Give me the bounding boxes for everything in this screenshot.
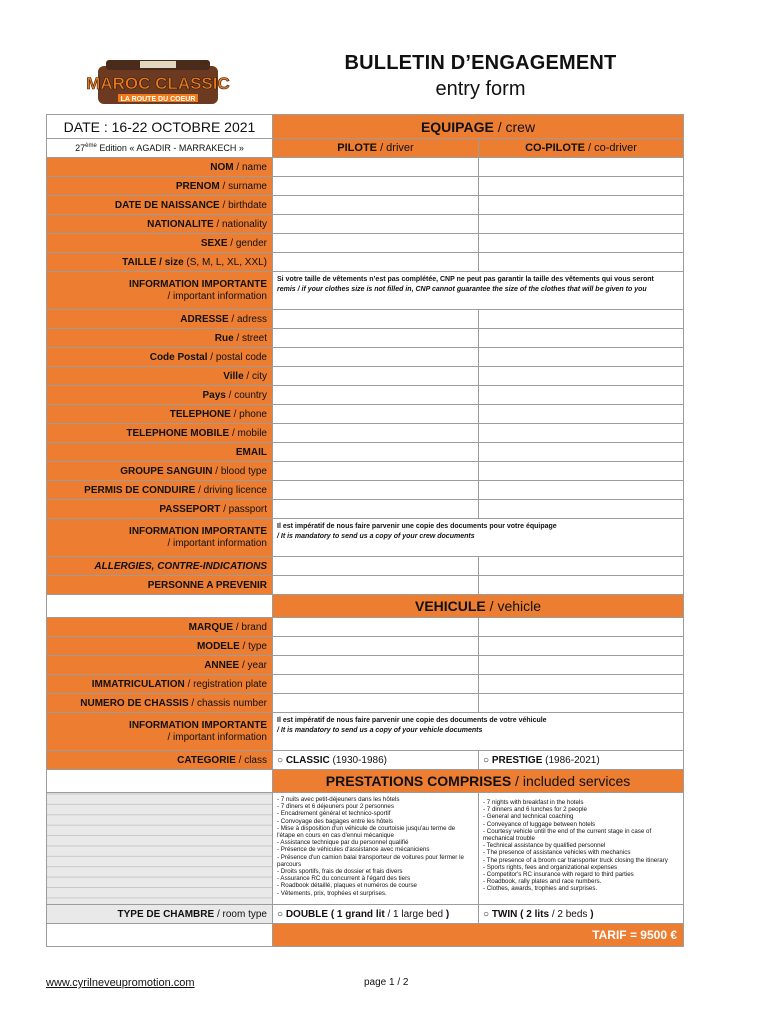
service-item: - 7 dîners et 6 déjeuners pour 2 personnes: [277, 803, 394, 811]
services-section-title: PRESTATIONS COMPRISES / included services: [273, 770, 684, 793]
crew-row-pilot-field[interactable]: [273, 500, 479, 519]
crew-row-pilot-field[interactable]: [273, 386, 479, 405]
crew-row-copilot-field[interactable]: [479, 462, 684, 481]
services-list-fr: [273, 793, 479, 905]
vehicle-section-title: VEHICULE / vehicle: [273, 595, 684, 618]
service-item: - Conveyance of luggage between hotels: [483, 820, 596, 828]
important-info-label: INFORMATION IMPORTANTE / important information: [47, 713, 273, 751]
service-item: - Clothes, awards, trophies and surprises.: [483, 885, 598, 893]
crew-row-copilot-field[interactable]: [479, 215, 684, 234]
crew-row-copilot-field[interactable]: [479, 500, 684, 519]
crew-row-label: PERMIS DE CONDUIRE / driving licence: [47, 481, 273, 500]
crew-row-pilot-field[interactable]: [273, 329, 479, 348]
crew-row-copilot-field[interactable]: [479, 367, 684, 386]
twin-room-option[interactable]: ○ TWIN ( 2 lits / 2 beds ): [479, 905, 684, 924]
event-date: DATE : 16-22 OCTOBRE 2021: [47, 115, 273, 139]
form-title: BULLETIN D’ENGAGEMENT: [344, 52, 617, 74]
category-label: CATEGORIE / class: [47, 751, 273, 770]
double-room-option[interactable]: ○ DOUBLE ( 1 grand lit / 1 large bed ): [273, 905, 479, 924]
crew-row-label: ADRESSE / adress: [47, 310, 273, 329]
crew-row-label: TAILLE / size (S, M, L, XL, XXL): [47, 253, 273, 272]
important-info-label: INFORMATION IMPORTANTE / important information: [47, 272, 273, 310]
vehicle-row-label: ANNEE / year: [47, 656, 273, 675]
services-list-en: [479, 793, 684, 905]
service-item: - Technical assistance by qualified personnel: [483, 842, 606, 850]
service-item: - Présence de véhicules d'assistance avec mécaniciens: [277, 846, 430, 854]
crew-row-copilot-field[interactable]: [479, 386, 684, 405]
vehicle-row-label: IMMATRICULATION / registration plate: [47, 675, 273, 694]
service-item: - Sports rights, fees and organizational expenses: [483, 863, 618, 871]
blank-cell: [47, 595, 273, 618]
emergency-contact-label: PERSONNE A PREVENIR: [47, 576, 273, 595]
crew-row-label: Rue / street: [47, 329, 273, 348]
crew-row-pilot-field[interactable]: [273, 348, 479, 367]
crew-row-copilot-field[interactable]: [479, 158, 684, 177]
crew-table: [46, 114, 684, 947]
page-number: page 1 / 2: [364, 977, 409, 988]
vehicle-row-label: NUMERO DE CHASSIS / chassis number: [47, 694, 273, 713]
crew-row-copilot-field[interactable]: [479, 481, 684, 500]
service-item: - Encadrement général et technico-sportif: [277, 810, 391, 818]
service-item: - General and technical coaching: [483, 813, 574, 821]
crew-row-label: Code Postal / postal code: [47, 348, 273, 367]
crew-row-pilot-field[interactable]: [273, 481, 479, 500]
service-item: - Vêtements, prix, trophées et surprises.: [277, 889, 387, 897]
crew-row-copilot-field[interactable]: [479, 329, 684, 348]
form-title-block: [278, 52, 683, 101]
service-item: - Roadbook détaillé, plaques et numéros de course: [277, 882, 417, 890]
website-link[interactable]: www.cyrilneveupromotion.com: [46, 977, 195, 989]
crew-row-label: GROUPE SANGUIN / blood type: [47, 462, 273, 481]
event-edition: 27ème Edition « AGADIR - MARRAKECH »: [47, 139, 273, 158]
crew-row-label: EMAIL: [47, 443, 273, 462]
service-item: - Mise à disposition d'un véhicule de courtoisie jusqu'au terme de l'étape en cours en cas d'ennui mécanique: [277, 824, 456, 840]
crew-row-copilot-field[interactable]: [479, 177, 684, 196]
form-header: [46, 46, 683, 114]
crew-row-label: SEXE / gender: [47, 234, 273, 253]
vehicle-row-pilot-field[interactable]: [273, 618, 479, 637]
service-item: - Assistance technique par du personnel qualifié: [277, 839, 409, 847]
service-item: - The presence of a broom car transporter truck closing the itinerary: [483, 856, 668, 864]
crew-row-pilot-field[interactable]: [273, 253, 479, 272]
crew-row-label: Ville / city: [47, 367, 273, 386]
clothes-size-note: Si votre taille de vêtements n’est pas complétée, CNP ne peut pas garantir la taille des vêtements qui vous seront remis / if your clothes size is not filled in, CNP cannot guarantee the size of the clothes that will be given to you: [273, 272, 684, 310]
crew-row-label: TELEPHONE MOBILE / mobile: [47, 424, 273, 443]
pilot-column-header: PILOTE / driver: [273, 139, 479, 158]
allergies-label: ALLERGIES, CONTRE-INDICATIONS: [47, 557, 273, 576]
crew-row-label: PASSEPORT / passport: [47, 500, 273, 519]
crew-row-label: TELEPHONE / phone: [47, 405, 273, 424]
form-subtitle: entry form: [435, 78, 526, 100]
prestige-option[interactable]: ○ PRESTIGE (1986-2021): [479, 751, 684, 770]
vehicle-row-label: MODELE / type: [47, 637, 273, 656]
room-type-label: TYPE DE CHAMBRE / room type: [47, 905, 273, 924]
vehicle-row-copilot-field[interactable]: [479, 675, 684, 694]
important-info-label: INFORMATION IMPORTANTE / important information: [47, 519, 273, 557]
copilot-allergies-field[interactable]: [479, 557, 684, 576]
crew-row-label: NATIONALITE / nationality: [47, 215, 273, 234]
vehicle-row-copilot-field[interactable]: [479, 618, 684, 637]
crew-row-pilot-field[interactable]: [273, 424, 479, 443]
crew-documents-note: Il est impératif de nous faire parvenir une copie des documents pour votre équipage / It is mandatory to send us a copy of your crew documents: [273, 519, 684, 557]
service-item: - Competitor's RC insurance with regard to third parties: [483, 871, 634, 879]
copilot-emergency-contact-field[interactable]: [479, 576, 684, 595]
crew-row-copilot-field[interactable]: [479, 348, 684, 367]
crew-row-pilot-field[interactable]: [273, 215, 479, 234]
crew-row-pilot-field[interactable]: [273, 196, 479, 215]
service-item: - Présence d'un camion balai transporteur de voitures pour fermer le parcours: [277, 853, 464, 868]
vehicle-row-label: MARQUE / brand: [47, 618, 273, 637]
maroc-classic-logo: [86, 58, 230, 108]
crew-row-copilot-field[interactable]: [479, 424, 684, 443]
crew-section-title: EQUIPAGE / crew: [273, 115, 684, 139]
vehicle-row-copilot-field[interactable]: [479, 656, 684, 675]
copilot-column-header: CO-PILOTE / co-driver: [479, 139, 684, 158]
service-item: - 7 nights with breakfast in the hotels: [483, 799, 584, 806]
crew-row-copilot-field[interactable]: [479, 234, 684, 253]
service-item: - 7 dinners and 6 lunches for 2 people: [483, 806, 587, 814]
crew-row-label: DATE DE NAISSANCE / birthdate: [47, 196, 273, 215]
vehicle-row-pilot-field[interactable]: [273, 656, 479, 675]
vehicle-row-copilot-field[interactable]: [479, 637, 684, 656]
service-item: - The presence of assistance vehicles with mechanics: [483, 849, 631, 857]
pilot-emergency-contact-field[interactable]: [273, 576, 479, 595]
entry-form: [46, 46, 683, 947]
crew-row-copilot-field[interactable]: [479, 405, 684, 424]
blank-cell: [47, 770, 273, 793]
service-item: - Droits sportifs, frais de dossier et frais divers: [277, 868, 403, 876]
vehicle-documents-note: Il est impératif de nous faire parvenir une copie des documents de votre véhicule / It is mandatory to send us a copy of your vehicle documents: [273, 713, 684, 751]
crew-row-pilot-field[interactable]: [273, 234, 479, 253]
blank-cell: [47, 924, 273, 947]
crew-row-pilot-field[interactable]: [273, 158, 479, 177]
classic-option[interactable]: ○ CLASSIC (1930-1986): [273, 751, 479, 770]
vehicle-row-pilot-field[interactable]: [273, 637, 479, 656]
crew-row-label: PRENOM / surname: [47, 177, 273, 196]
crew-row-label: Pays / country: [47, 386, 273, 405]
service-item: - 7 nuits avec petit-déjeuners dans les hôtels: [277, 796, 400, 803]
crew-row-pilot-field[interactable]: [273, 462, 479, 481]
svg-text:MAROC CLASSIC: MAROC CLASSIC: [86, 74, 230, 93]
vehicle-row-pilot-field[interactable]: [273, 694, 479, 713]
services-left-blank: [47, 793, 273, 905]
service-item: - Roadbook, rally plates and race numbers.: [483, 878, 602, 886]
tarif-price: TARIF = 9500 €: [273, 924, 684, 947]
crew-row-copilot-field[interactable]: [479, 310, 684, 329]
vehicle-row-pilot-field[interactable]: [273, 675, 479, 694]
pilot-allergies-field[interactable]: [273, 557, 479, 576]
vehicle-row-copilot-field[interactable]: [479, 694, 684, 713]
crew-row-copilot-field[interactable]: [479, 253, 684, 272]
crew-row-label: NOM / name: [47, 158, 273, 177]
crew-row-copilot-field[interactable]: [479, 196, 684, 215]
svg-text:LA ROUTE DU COEUR: LA ROUTE DU COEUR: [120, 96, 196, 103]
crew-row-copilot-field[interactable]: [479, 443, 684, 462]
crew-row-pilot-field[interactable]: [273, 177, 479, 196]
crew-row-pilot-field[interactable]: [273, 443, 479, 462]
crew-row-pilot-field[interactable]: [273, 367, 479, 386]
service-item: - Assurance RC du concurrent à l'égard des tiers: [277, 875, 411, 883]
service-item: - Courtesy vehicle until the end of the current stage in case of mechanical trouble: [483, 827, 652, 843]
crew-row-pilot-field[interactable]: [273, 405, 479, 424]
crew-row-pilot-field[interactable]: [273, 310, 479, 329]
service-item: - Convoyage des bagages entre les hôtels: [277, 817, 393, 825]
